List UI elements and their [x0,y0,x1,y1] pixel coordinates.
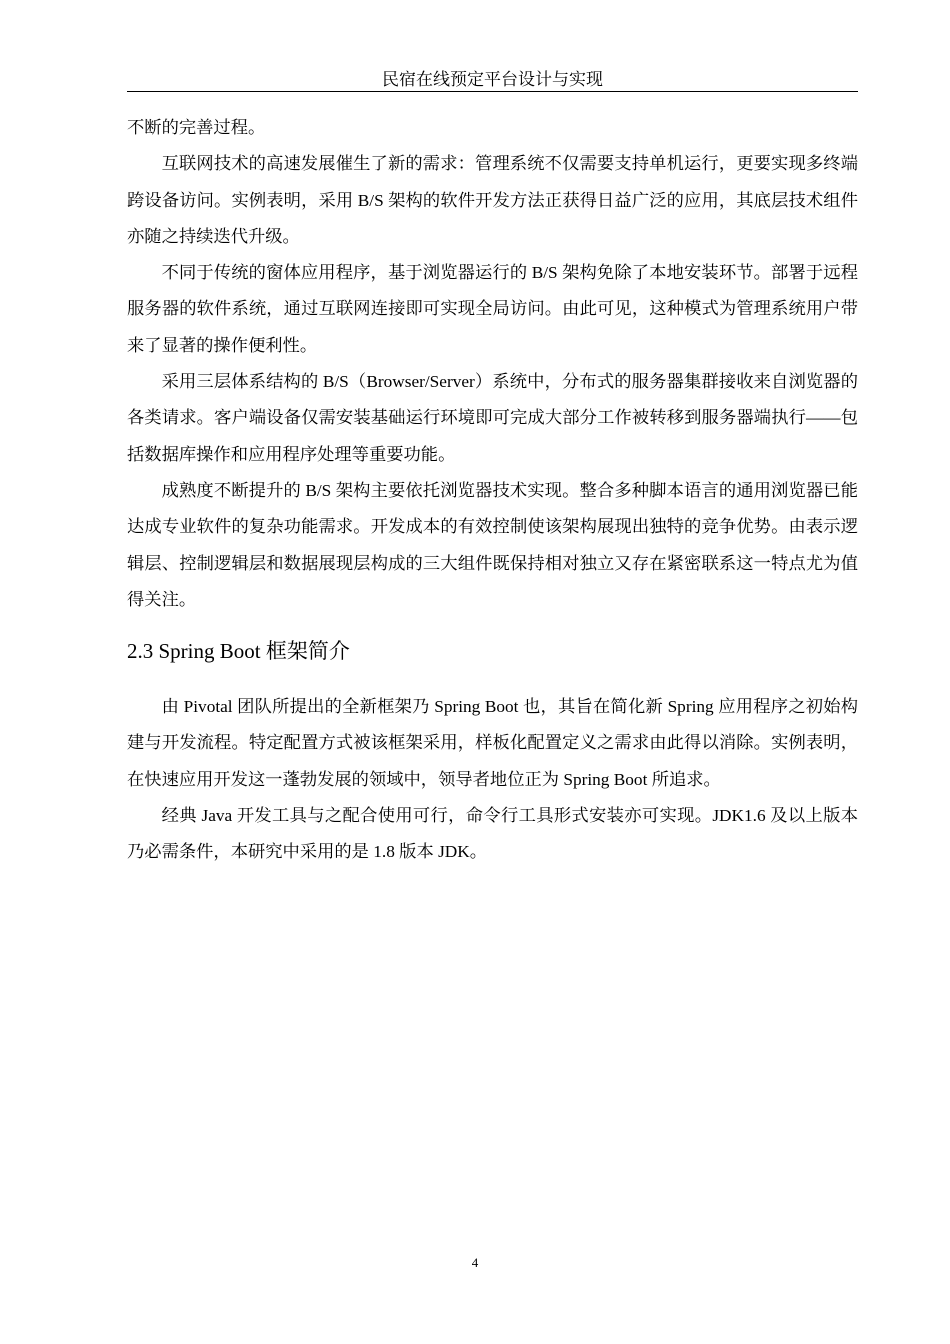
document-body [127,110,858,871]
page-number: 4 [471,1255,479,1270]
paragraph-bs-maturity: 成熟度不断提升的 B/S 架构主要依托浏览器技术实现。整合多种脚本语言的通用浏览器已能达成专业软件的复杂功能需求。开发成本的有效控制使该架构展现出独特的竞争优势。由表示逻辑层、控制逻辑层和数据展现层构成的三大组件既保持相对独立又存在紧密联系这一特点尤为值得关注。 [127,480,858,609]
section-heading: 2.3 Spring Boot 框架简介 [127,639,350,664]
page-header [127,68,858,92]
paragraph-spring-boot-intro: 由 Pivotal 团队所提出的全新框架乃 Spring Boot 也，其旨在简化新 Spring 应用程序之初始构建与开发流程。特定配置方式被该框架采用，样板化配置定义之需求由此得以消除。实例表明，在快速应用开发这一蓬勃发展的领域中，领导者地位正为 Spring Boot 所追求。 [127,697,858,789]
paragraph-internet-demand: 互联网技术的高速发展催生了新的需求：管理系统不仅需要支持单机运行，更要实现多终端跨设备访问。实例表明，采用 B/S 架构的软件开发方法正获得日益广泛的应用，其底层技术组件亦随之持续迭代升级。 [127,154,858,246]
paragraph-spring-boot-jdk: 经典 Java 开发工具与之配合使用可行，命令行工具形式安装亦可实现。JDK1.6 及以上版本乃必需条件，本研究中采用的是 1.8 版本 JDK。 [127,806,858,862]
header-title: 民宿在线预定平台设计与实现 [382,70,603,89]
paragraph-three-tier: 采用三层体系结构的 B/S（Browser/Server）系统中，分布式的服务器集群接收来自浏览器的各类请求。客户端设备仅需安装基础运行环境即可完成大部分工作被转移到服务器端执行——包括数据库操作和应用程序处理等重要功能。 [127,372,858,464]
paragraph-bs-no-install: 不同于传统的窗体应用程序，基于浏览器运行的 B/S 架构免除了本地安装环节。部署于远程服务器的软件系统，通过互联网连接即可实现全局访问。由此可见，这种模式为管理系统用户带来了显著的操作便利性。 [127,263,858,355]
paragraph-continuation: 不断的完善过程。 [127,118,266,137]
